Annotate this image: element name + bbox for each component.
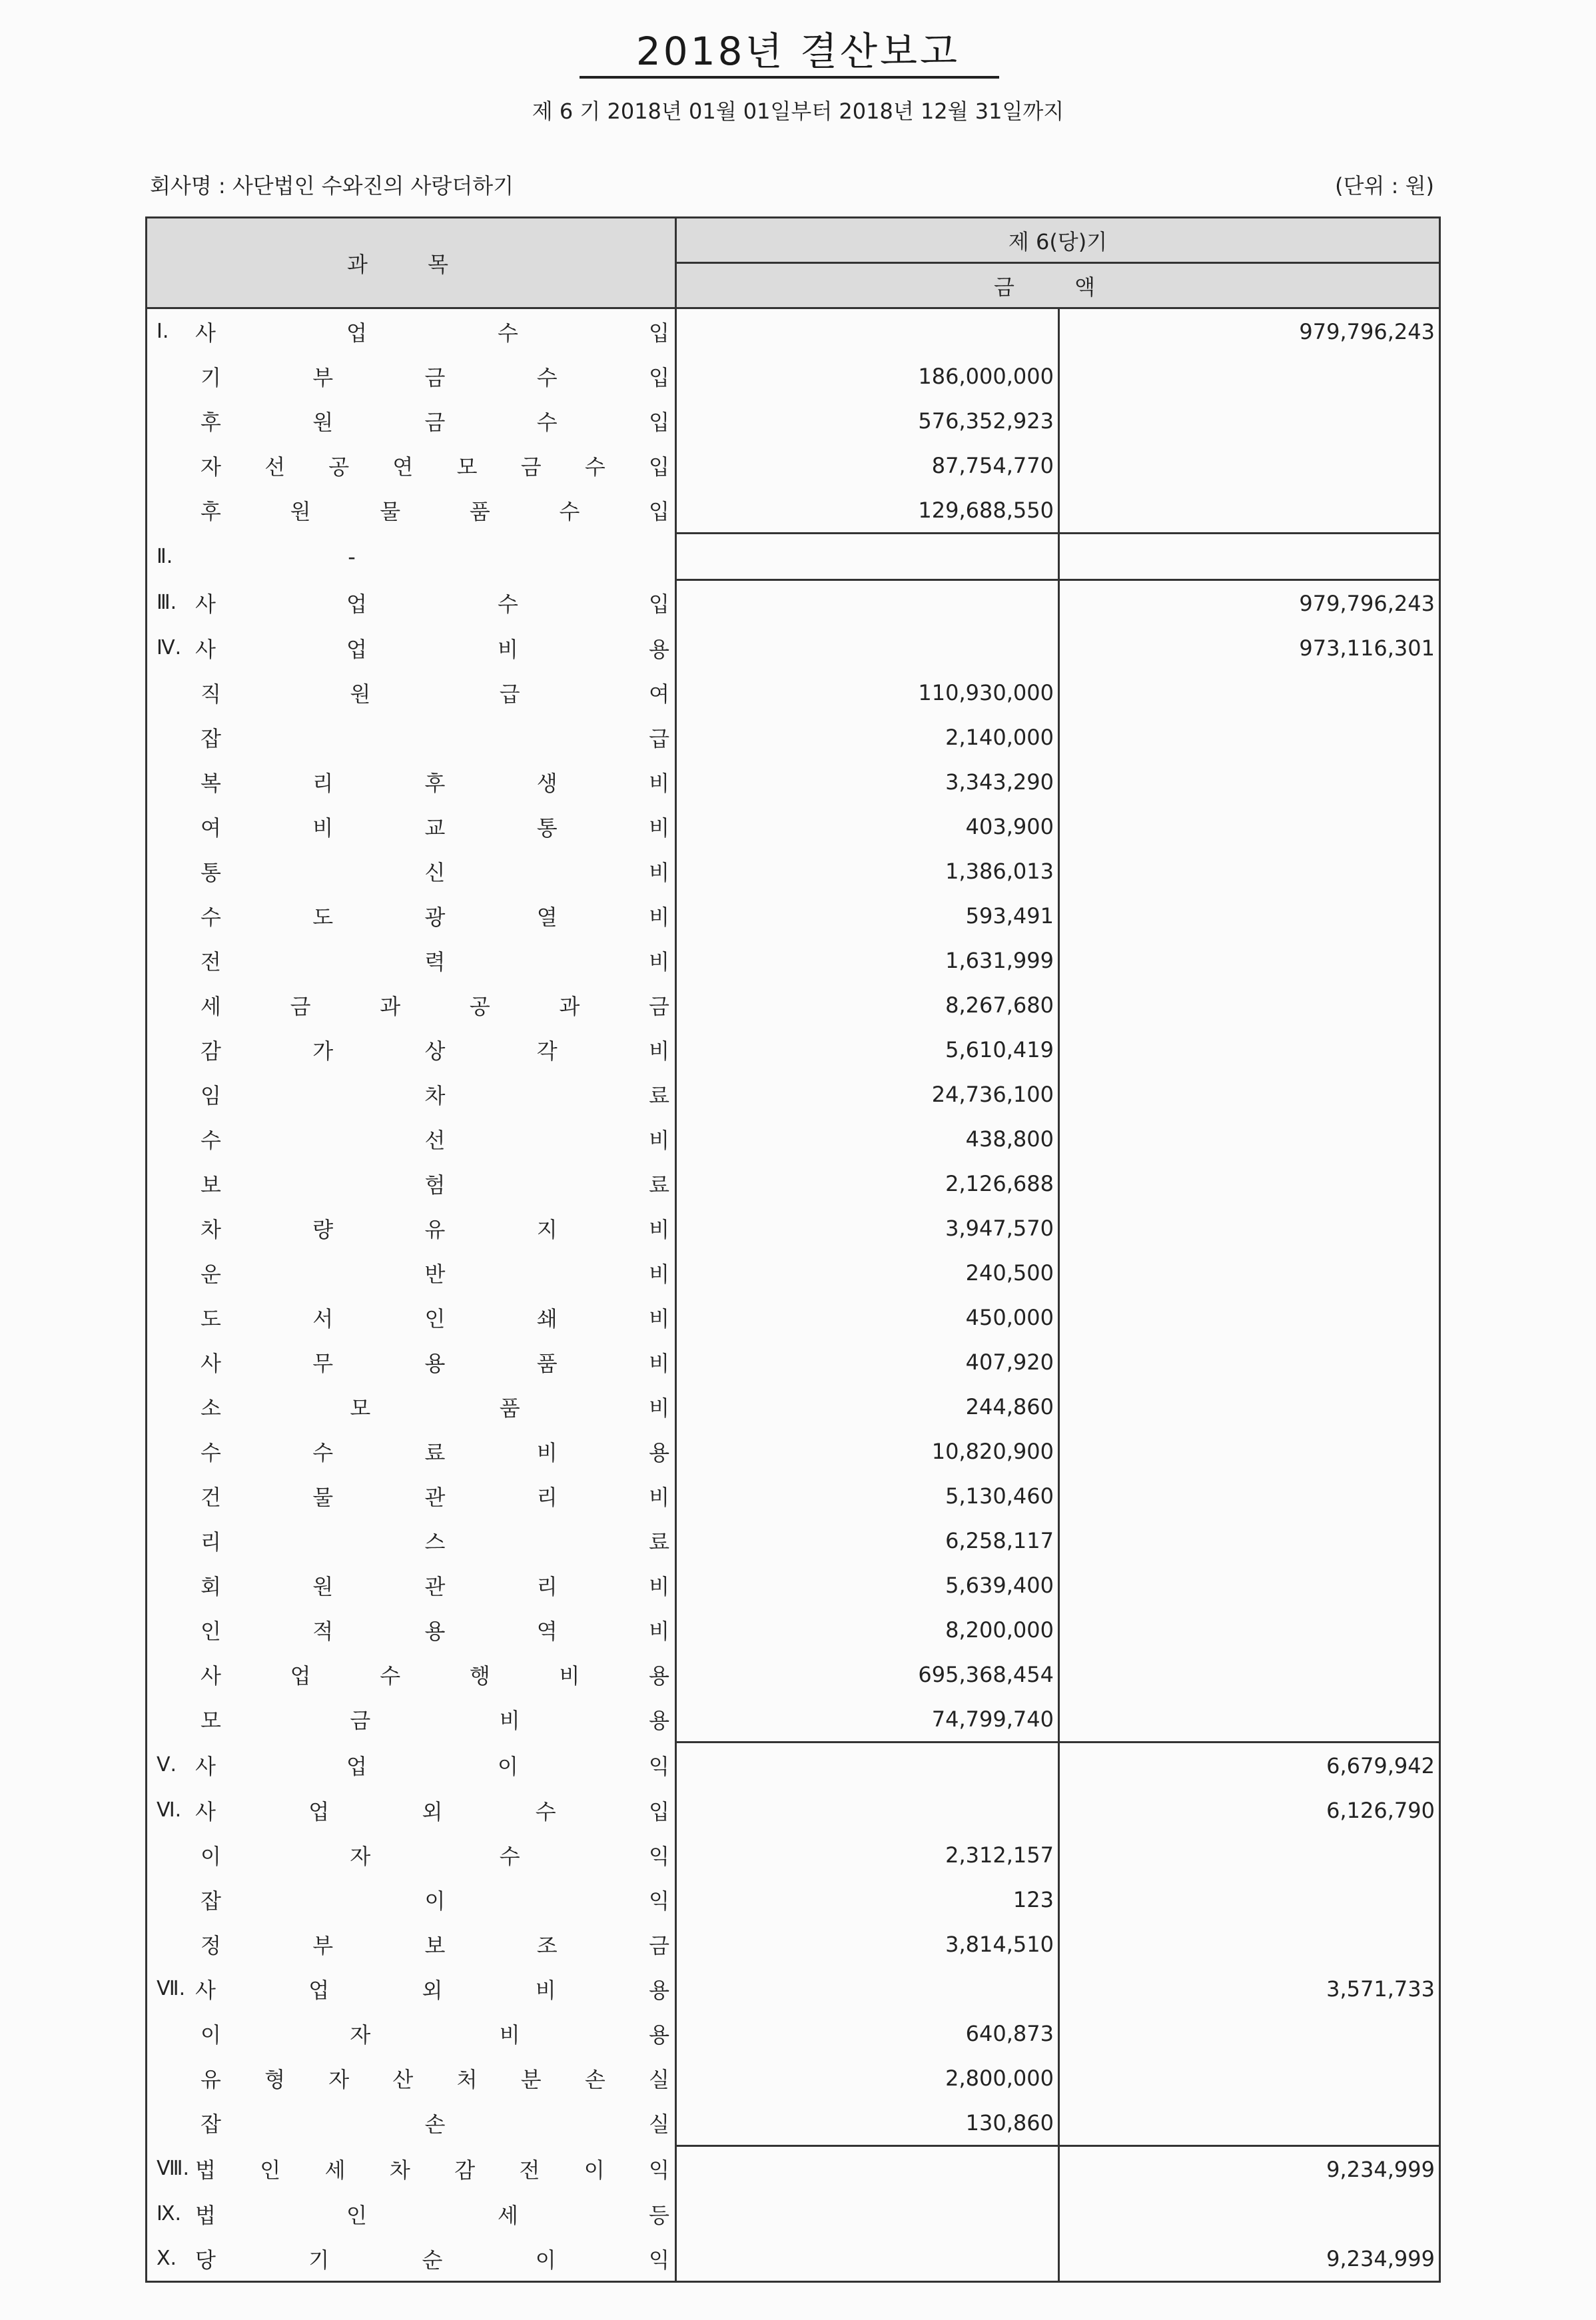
total-amount [1059,2011,1440,2056]
account-name: 복 리 후 생 비 [200,770,669,796]
account-name: 기 부 금 수 입 [200,364,669,390]
total-amount: 9,234,999 [1059,2146,1440,2192]
account-name: 리 스 료 [200,1529,669,1555]
account-name: 모 금 비 용 [200,1708,669,1734]
sub-amount: 24,736,100 [676,1072,1059,1116]
total-amount [1059,1384,1440,1429]
sub-amount: 6,258,117 [676,1518,1059,1563]
table-row [147,1429,1440,1473]
table-row [147,1340,1440,1384]
account-label [147,488,676,534]
sub-amount: 438,800 [676,1116,1059,1161]
total-amount [1059,1250,1440,1295]
table-row [147,1607,1440,1652]
sub-amount [676,580,1059,626]
total-amount [1059,893,1440,938]
total-amount [1059,804,1440,849]
account-label [147,715,676,759]
account-label [147,1788,676,1832]
total-amount [1059,1206,1440,1250]
account-label [147,1206,676,1250]
sub-amount: 403,900 [676,804,1059,849]
table-row [147,1922,1440,1966]
sub-amount: 244,860 [676,1384,1059,1429]
total-amount: 973,116,301 [1059,625,1440,670]
table-row [147,398,1440,443]
table-row [147,982,1440,1027]
total-amount [1059,1877,1440,1922]
sub-amount [676,308,1059,354]
account-name: 이 자 비 용 [200,2022,669,2048]
table-row [147,1072,1440,1116]
account-label [147,1161,676,1206]
currency-unit: (단위 : 원) [1335,173,1434,198]
table-row [147,715,1440,759]
total-amount: 6,126,790 [1059,1788,1440,1832]
account-label [147,849,676,893]
report-title: 2018년 결산보고 [635,29,961,74]
sub-amount: 2,126,688 [676,1161,1059,1206]
total-amount: 3,571,733 [1059,1966,1440,2011]
total-amount [1059,443,1440,488]
table-row [147,625,1440,670]
sub-amount: 8,200,000 [676,1607,1059,1652]
table-row [147,1206,1440,1250]
table-row [147,1250,1440,1295]
company-name: 회사명 : 사단법인 수와진의 사랑더하기 [150,173,514,198]
account-name: 소 모 품 비 [200,1395,669,1421]
total-amount [1059,1922,1440,1966]
section-number: Ⅰ. [157,320,169,343]
total-amount [1059,938,1440,982]
sub-amount: 450,000 [676,1295,1059,1340]
table-row [147,1652,1440,1697]
table-row [147,1295,1440,1340]
section-number: Ⅵ. [157,1798,182,1822]
section-number: Ⅷ. [157,2157,190,2181]
sub-amount: 130,860 [676,2100,1059,2146]
account-label [147,1384,676,1429]
account-name: 감 가 상 각 비 [200,1038,669,1064]
sub-amount: 123 [676,1877,1059,1922]
account-label [147,2100,676,2146]
account-label [147,2011,676,2056]
account-label [147,2146,676,2192]
sub-amount: 640,873 [676,2011,1059,2056]
account-name: 잡 이 익 [200,1888,669,1914]
table-row [147,1832,1440,1877]
account-name: 인 적 용 역 비 [200,1618,669,1644]
account-name: 자 선 공 연 모 금 수 입 [200,454,669,480]
sub-amount [676,625,1059,670]
account-name: 사 업 수 행 비 용 [200,1663,669,1689]
table-row [147,2191,1440,2236]
account-name: 건 물 관 리 비 [200,1484,669,1510]
account-label [147,938,676,982]
account-label [147,354,676,398]
account-name: 회 원 관 리 비 [200,1573,669,1599]
account-name: 보 험 료 [200,1172,669,1198]
account-name: 차 량 유 지 비 [200,1216,669,1242]
table-row [147,1473,1440,1518]
total-amount [1059,1607,1440,1652]
account-label [147,670,676,715]
account-label [147,1652,676,1697]
total-amount [1059,354,1440,398]
total-amount [1059,1340,1440,1384]
table-row [147,804,1440,849]
sub-amount: 2,312,157 [676,1832,1059,1877]
sub-amount: 129,688,550 [676,488,1059,534]
account-name: 사 업 외 비 용 [195,1977,669,2003]
account-name: 여 비 교 통 비 [200,815,669,841]
total-amount [1059,1027,1440,1072]
total-amount [1059,1518,1440,1563]
sub-amount: 87,754,770 [676,443,1059,488]
title-underline [580,76,999,79]
account-name: 수 도 광 열 비 [200,904,669,930]
account-label [147,1922,676,1966]
account-label [147,534,676,580]
sub-amount: 2,140,000 [676,715,1059,759]
table-row [147,1384,1440,1429]
account-label [147,1966,676,2011]
sub-amount [676,2191,1059,2236]
section-number: Ⅴ. [157,1753,177,1777]
account-label [147,1429,676,1473]
account-name: 후 원 물 품 수 입 [200,499,669,525]
account-name: 수 선 비 [200,1127,669,1153]
account-name: - [348,544,356,570]
account-name: 법 인 세 등 [195,2202,669,2228]
sub-amount: 5,610,419 [676,1027,1059,1072]
settlement-table [145,216,1441,2283]
account-label [147,1697,676,1742]
account-name: 임 차 료 [200,1082,669,1108]
table-row [147,1877,1440,1922]
header-amount: 금 액 [676,263,1440,308]
total-amount [1059,1429,1440,1473]
sub-amount: 3,947,570 [676,1206,1059,1250]
table-row [147,2100,1440,2146]
total-amount [1059,1116,1440,1161]
account-name: 정 부 보 조 금 [200,1932,669,1958]
account-name: 사 업 수 입 [195,591,669,617]
account-name: 통 신 비 [200,859,669,885]
sub-amount: 2,800,000 [676,2056,1059,2100]
account-name: 세 금 과 공 과 금 [200,993,669,1019]
account-label [147,1832,676,1877]
total-amount [1059,849,1440,893]
account-name: 유 형 자 산 처 분 손 실 [200,2066,669,2092]
account-label [147,1027,676,1072]
account-label [147,2056,676,2100]
account-label [147,398,676,443]
total-amount [1059,982,1440,1027]
account-name: 도 서 인 쇄 비 [200,1306,669,1332]
total-amount: 979,796,243 [1059,580,1440,626]
sub-amount: 695,368,454 [676,1652,1059,1697]
sub-amount: 110,930,000 [676,670,1059,715]
total-amount [1059,715,1440,759]
sub-amount: 3,343,290 [676,759,1059,804]
total-amount: 6,679,942 [1059,1742,1440,1788]
sub-amount: 5,130,460 [676,1473,1059,1518]
total-amount [1059,1832,1440,1877]
account-label [147,1116,676,1161]
account-label [147,1250,676,1295]
account-name: 사 업 이 익 [195,1753,669,1779]
account-name: 법 인 세 차 감 전 이 익 [195,2157,669,2183]
total-amount [1059,2191,1440,2236]
account-name: 직 원 급 여 [200,681,669,707]
sub-amount [676,1788,1059,1832]
sub-amount [676,1742,1059,1788]
total-amount [1059,1161,1440,1206]
table-row [147,1161,1440,1206]
account-label [147,1563,676,1607]
total-amount [1059,759,1440,804]
account-label [147,1742,676,1788]
table-row [147,534,1440,580]
account-name: 잡 손 실 [200,2112,669,2137]
total-amount [1059,1072,1440,1116]
sub-amount: 10,820,900 [676,1429,1059,1473]
total-amount [1059,1295,1440,1340]
total-amount: 9,234,999 [1059,2236,1440,2282]
account-label [147,580,676,626]
account-name: 이 자 수 익 [200,1843,669,1869]
account-label [147,1295,676,1340]
table-row [147,2146,1440,2192]
account-label [147,1473,676,1518]
account-label [147,982,676,1027]
table-row [147,893,1440,938]
total-amount [1059,488,1440,534]
table-row [147,2236,1440,2282]
table-row [147,2056,1440,2100]
table-row [147,1563,1440,1607]
table-row [147,354,1440,398]
total-amount [1059,670,1440,715]
table-row [147,1788,1440,1832]
account-name: 사 무 용 품 비 [200,1350,669,1376]
total-amount: 979,796,243 [1059,308,1440,354]
account-label [147,1607,676,1652]
account-name: 운 반 비 [200,1261,669,1287]
table-row [147,1027,1440,1072]
section-number: Ⅹ. [157,2247,177,2270]
fiscal-period: 제 6 기 2018년 01월 01일부터 2018년 12월 31일까지 [532,99,1064,124]
sub-amount: 186,000,000 [676,354,1059,398]
sub-amount: 5,639,400 [676,1563,1059,1607]
table-row [147,443,1440,488]
sub-amount: 1,386,013 [676,849,1059,893]
table-row [147,1966,1440,2011]
sub-amount: 8,267,680 [676,982,1059,1027]
section-number: Ⅸ. [157,2202,182,2225]
sub-amount: 240,500 [676,1250,1059,1295]
table-row [147,2011,1440,2056]
header-period: 제 6(당)기 [676,218,1440,263]
account-label [147,1518,676,1563]
total-amount [1059,1697,1440,1742]
sub-amount [676,534,1059,580]
account-name: 수 수 료 비 용 [200,1439,669,1465]
account-label [147,1340,676,1384]
account-name: 전 력 비 [200,949,669,974]
table-row [147,849,1440,893]
sub-amount: 593,491 [676,893,1059,938]
sub-amount [676,2146,1059,2192]
table-row [147,1742,1440,1788]
section-number: Ⅱ. [157,545,173,568]
table-row [147,488,1440,534]
account-label [147,893,676,938]
account-label [147,625,676,670]
total-amount [1059,2056,1440,2100]
table-row [147,670,1440,715]
account-label [147,2191,676,2236]
section-number: Ⅲ. [157,591,177,615]
account-name: 잡 급 [200,725,669,751]
table-row [147,1697,1440,1742]
account-label [147,804,676,849]
sub-amount: 1,631,999 [676,938,1059,982]
sub-amount: 576,352,923 [676,398,1059,443]
total-amount [1059,1652,1440,1697]
account-label [147,308,676,354]
header-subject: 과 목 [147,218,676,308]
account-label [147,759,676,804]
account-label [147,443,676,488]
total-amount [1059,534,1440,580]
account-name: 당 기 순 이 익 [195,2247,669,2273]
account-name: 후 원 금 수 입 [200,409,669,435]
total-amount [1059,1563,1440,1607]
table-row [147,759,1440,804]
table-row [147,938,1440,982]
account-name: 사 업 비 용 [195,636,669,662]
account-name: 사 업 외 수 입 [195,1798,669,1824]
table-row [147,580,1440,626]
account-label [147,2236,676,2282]
sub-amount: 74,799,740 [676,1697,1059,1742]
sub-amount: 407,920 [676,1340,1059,1384]
account-name: 사 업 수 입 [195,320,669,346]
total-amount [1059,398,1440,443]
account-label [147,1877,676,1922]
table-row [147,308,1440,354]
account-label [147,1072,676,1116]
sub-amount [676,2236,1059,2282]
sub-amount: 3,814,510 [676,1922,1059,1966]
total-amount [1059,1473,1440,1518]
section-number: Ⅳ. [157,636,182,659]
section-number: Ⅶ. [157,1977,186,2000]
table-row [147,1518,1440,1563]
sub-amount [676,1966,1059,2011]
total-amount [1059,2100,1440,2146]
table-row [147,1116,1440,1161]
